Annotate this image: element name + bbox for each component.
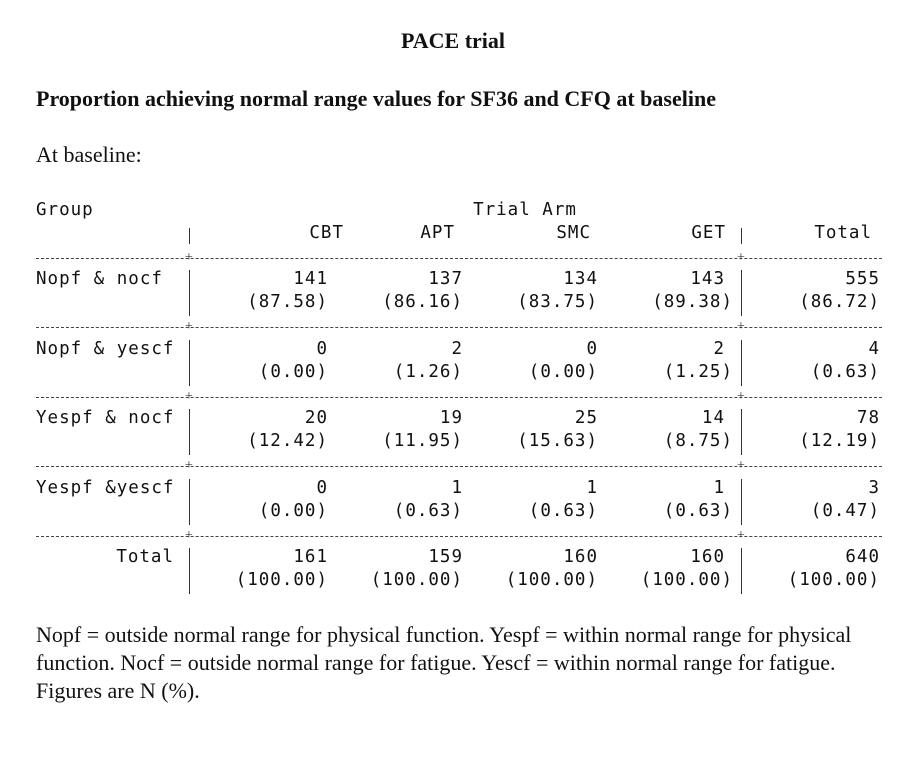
row-label: Nopf & nocf xyxy=(36,269,163,289)
row-label: Total xyxy=(116,547,174,567)
cell-count-cbt: 0 xyxy=(316,339,328,359)
separator-junction: + xyxy=(185,319,193,334)
cell-percent-total: (100.00) xyxy=(787,570,880,590)
cell-count-cbt: 141 xyxy=(293,269,328,289)
separator-junction: + xyxy=(185,458,193,473)
cell-percent-get: (0.63) xyxy=(663,501,733,521)
row-label: Yespf & nocf xyxy=(36,408,175,428)
cell-count-get: 2 xyxy=(713,339,725,359)
cell-percent-cbt: (0.00) xyxy=(258,362,328,382)
table-footnote: Nopf = outside normal range for physical function. Yespf = within normal range for physical function. Nocf = outside normal range for fatigue. Yescf = within normal range for fatigue. Figures are N (%). xyxy=(36,622,852,703)
cell-percent-cbt: (100.00) xyxy=(235,570,328,590)
cell-percent-total: (0.63) xyxy=(810,362,880,382)
cell-percent-smc: (100.00) xyxy=(505,570,598,590)
separator-junction: + xyxy=(185,250,193,265)
cell-percent-get: (100.00) xyxy=(640,570,733,590)
cell-percent-apt: (11.95) xyxy=(382,431,463,451)
cell-count-apt: 137 xyxy=(428,269,463,289)
row-label: Nopf & yescf xyxy=(36,339,175,359)
column-divider xyxy=(189,548,190,594)
cell-percent-cbt: (0.00) xyxy=(258,501,328,521)
cell-count-total: 640 xyxy=(845,547,880,567)
column-divider xyxy=(189,409,190,455)
cell-count-total: 78 xyxy=(856,408,880,428)
cell-count-get: 143 xyxy=(690,269,725,289)
cell-percent-apt: (86.16) xyxy=(382,292,463,312)
separator-junction: + xyxy=(737,458,745,473)
column-divider xyxy=(189,479,190,525)
cell-count-apt: 159 xyxy=(428,547,463,567)
cell-percent-total: (0.47) xyxy=(810,501,880,521)
column-divider xyxy=(741,340,742,386)
column-header-cbt: CBT xyxy=(309,223,344,243)
separator-junction: + xyxy=(737,389,745,404)
cell-count-total: 555 xyxy=(845,269,880,289)
cell-count-apt: 2 xyxy=(451,339,463,359)
cell-percent-smc: (0.63) xyxy=(528,501,598,521)
subheading: At baseline: xyxy=(36,142,142,167)
cell-percent-apt: (1.26) xyxy=(393,362,463,382)
cell-percent-smc: (83.75) xyxy=(517,292,598,312)
separator-junction: + xyxy=(737,319,745,334)
column-divider xyxy=(189,228,190,244)
row-label: Yespf &yescf xyxy=(36,478,175,498)
cell-count-cbt: 161 xyxy=(293,547,328,567)
separator-junction: + xyxy=(737,250,745,265)
cell-percent-smc: (15.63) xyxy=(517,431,598,451)
cell-percent-apt: (100.00) xyxy=(370,570,463,590)
column-divider xyxy=(741,409,742,455)
cell-percent-total: (12.19) xyxy=(799,431,880,451)
column-divider xyxy=(189,340,190,386)
row-separator xyxy=(36,536,882,537)
cell-percent-cbt: (12.42) xyxy=(247,431,328,451)
column-header-get: GET xyxy=(691,223,726,243)
cell-count-get: 14 xyxy=(701,408,725,428)
cell-count-apt: 19 xyxy=(439,408,463,428)
column-header-smc: SMC xyxy=(556,223,591,243)
row-separator xyxy=(36,258,882,259)
cell-percent-get: (8.75) xyxy=(663,431,733,451)
cell-percent-cbt: (87.58) xyxy=(247,292,328,312)
separator-junction: + xyxy=(185,528,193,543)
cell-count-cbt: 0 xyxy=(316,478,328,498)
column-divider xyxy=(189,270,190,316)
page-title: PACE trial xyxy=(400,28,506,53)
cell-count-apt: 1 xyxy=(451,478,463,498)
column-divider xyxy=(741,270,742,316)
row-header: Group xyxy=(36,200,94,220)
separator-junction: + xyxy=(737,528,745,543)
cell-count-smc: 25 xyxy=(574,408,598,428)
row-separator xyxy=(36,466,882,467)
separator-junction: + xyxy=(185,389,193,404)
cell-count-smc: 134 xyxy=(563,269,598,289)
cell-percent-apt: (0.63) xyxy=(393,501,463,521)
column-group-label: Trial Arm xyxy=(473,200,577,220)
cell-count-total: 4 xyxy=(868,339,880,359)
table-heading: Proportion achieving normal range values for SF36 and CFQ at baseline xyxy=(36,86,716,111)
cell-percent-smc: (0.00) xyxy=(528,362,598,382)
cell-count-total: 3 xyxy=(868,478,880,498)
column-divider xyxy=(741,548,742,594)
column-header-apt: APT xyxy=(420,223,455,243)
cell-percent-total: (86.72) xyxy=(799,292,880,312)
row-separator xyxy=(36,327,882,328)
cell-count-smc: 0 xyxy=(586,339,598,359)
cell-count-cbt: 20 xyxy=(304,408,328,428)
column-divider xyxy=(741,228,742,244)
cell-percent-get: (89.38) xyxy=(652,292,733,312)
row-separator xyxy=(36,397,882,398)
column-header-total: Total xyxy=(814,223,872,243)
column-divider xyxy=(741,479,742,525)
cell-count-smc: 160 xyxy=(563,547,598,567)
cell-count-smc: 1 xyxy=(586,478,598,498)
cell-percent-get: (1.25) xyxy=(663,362,733,382)
cell-count-get: 1 xyxy=(713,478,725,498)
cell-count-get: 160 xyxy=(690,547,725,567)
